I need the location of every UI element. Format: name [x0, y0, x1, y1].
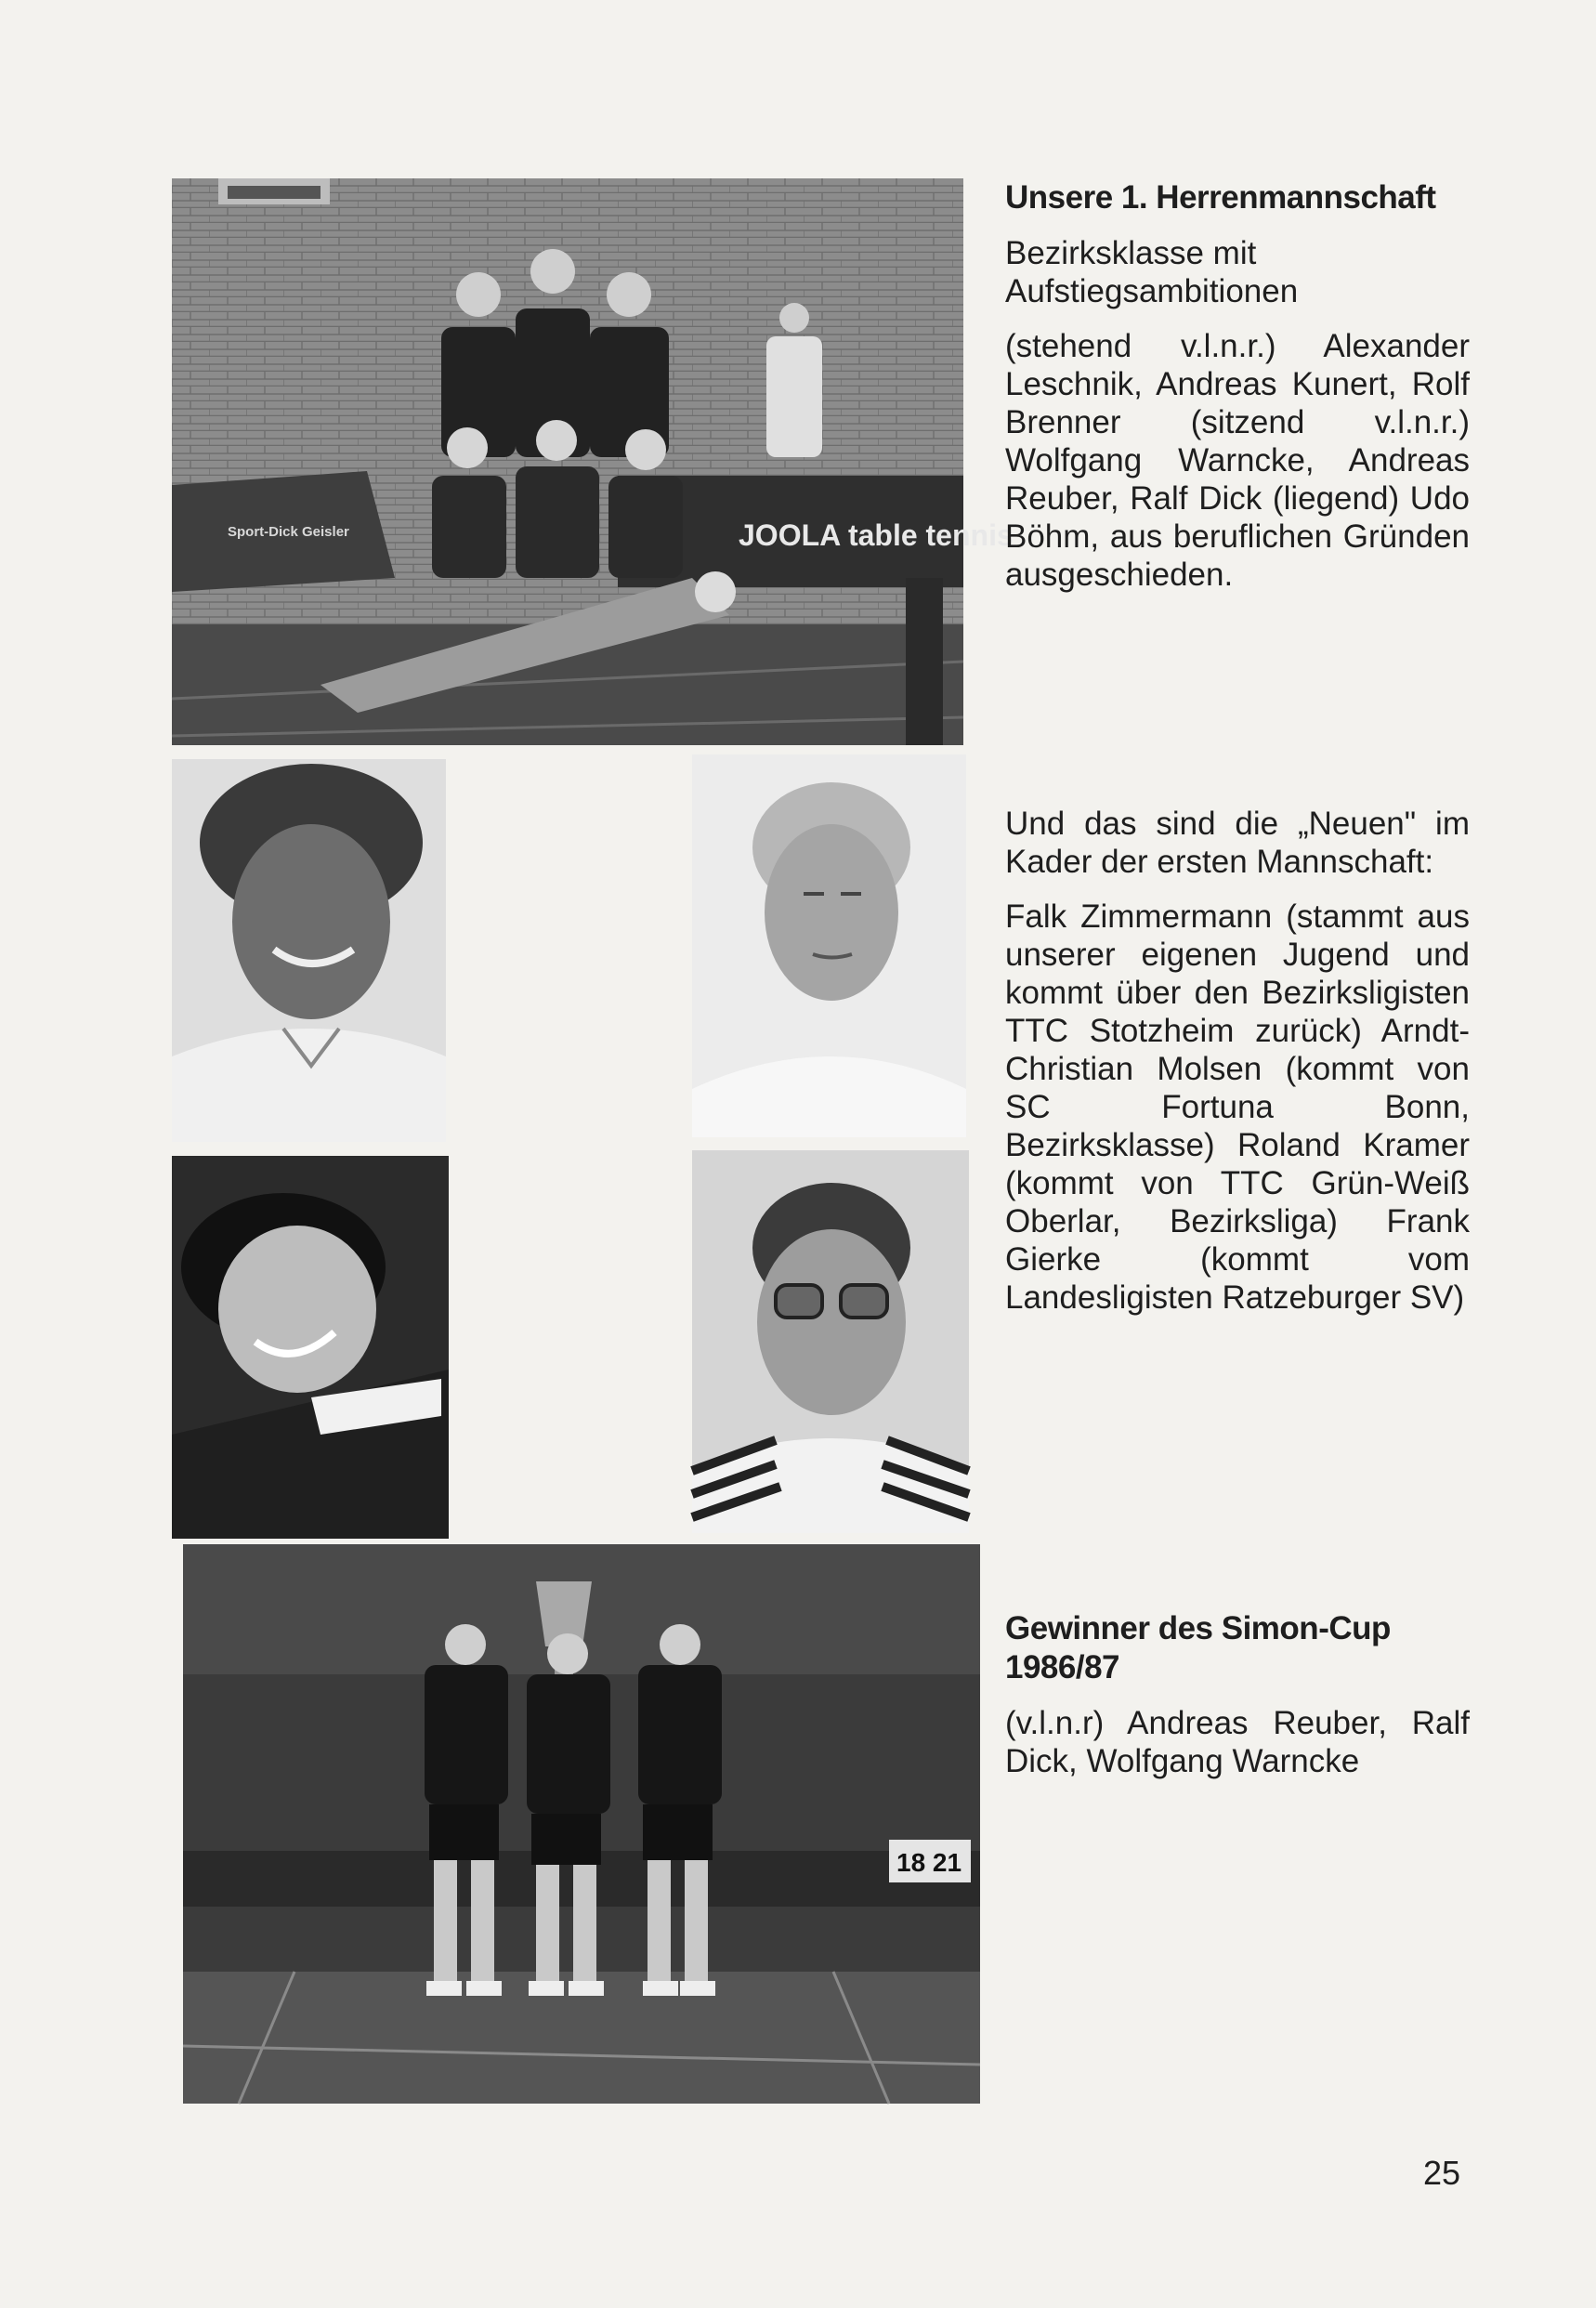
portrait-photo-4	[692, 1150, 969, 1533]
new-players-list: Falk Zimmermann (stammt aus unserer eigenen Jugend und kommt über den Bezirksligisten TTC Stotzheim zurück) Arndt-Christian Molsen (kommt von SC Fortuna Bonn, Bezirksklasse) Roland Kramer (kommt von TTC Grün-Weiß Oberlar, Bezirksliga) Frank Gierke (kommt vom Landesligisten Ratzeburger SV)	[1005, 898, 1470, 1316]
new-players-block	[1005, 805, 1470, 1333]
portrait-photo-3	[172, 1156, 449, 1539]
cup-winners-photo	[183, 1544, 980, 2104]
photo-banner-left: Sport-Dick Geisler	[228, 524, 349, 540]
team-subtitle: Bezirksklasse mit Aufstiegsambitionen	[1005, 235, 1299, 309]
cup-title: Gewinner des Simon-Cup 1986/87	[1005, 1610, 1391, 1685]
cup-caption: (v.l.n.r) Andreas Reuber, Ralf Dick, Wolfgang Warncke	[1005, 1705, 1470, 1779]
portrait-photo-2	[692, 754, 966, 1137]
scoreboard-text: 18 21	[896, 1848, 962, 1877]
page-number: 25	[1423, 2154, 1461, 2192]
team-text-block	[1005, 178, 1470, 610]
photo-banner-right: JOOLA table tennis	[739, 518, 1014, 552]
new-players-intro: Und das sind die „Neuen" im Kader der ersten Mannschaft:	[1005, 806, 1470, 880]
portrait-photo-1	[172, 759, 446, 1142]
cup-text-block	[1005, 1609, 1470, 1797]
team-photo	[172, 178, 1014, 745]
team-caption: (stehend v.l.n.r.) Alexander Leschnik, Andreas Kunert, Rolf Brenner (sitzend v.l.n.r.) Wolfgang Warncke, Andreas Reuber, Ralf Dick (liegend) Udo Böhm, aus beruflichen Gründen ausgeschieden.	[1005, 328, 1470, 593]
team-title: Unsere 1. Herrenmannschaft	[1005, 179, 1436, 216]
